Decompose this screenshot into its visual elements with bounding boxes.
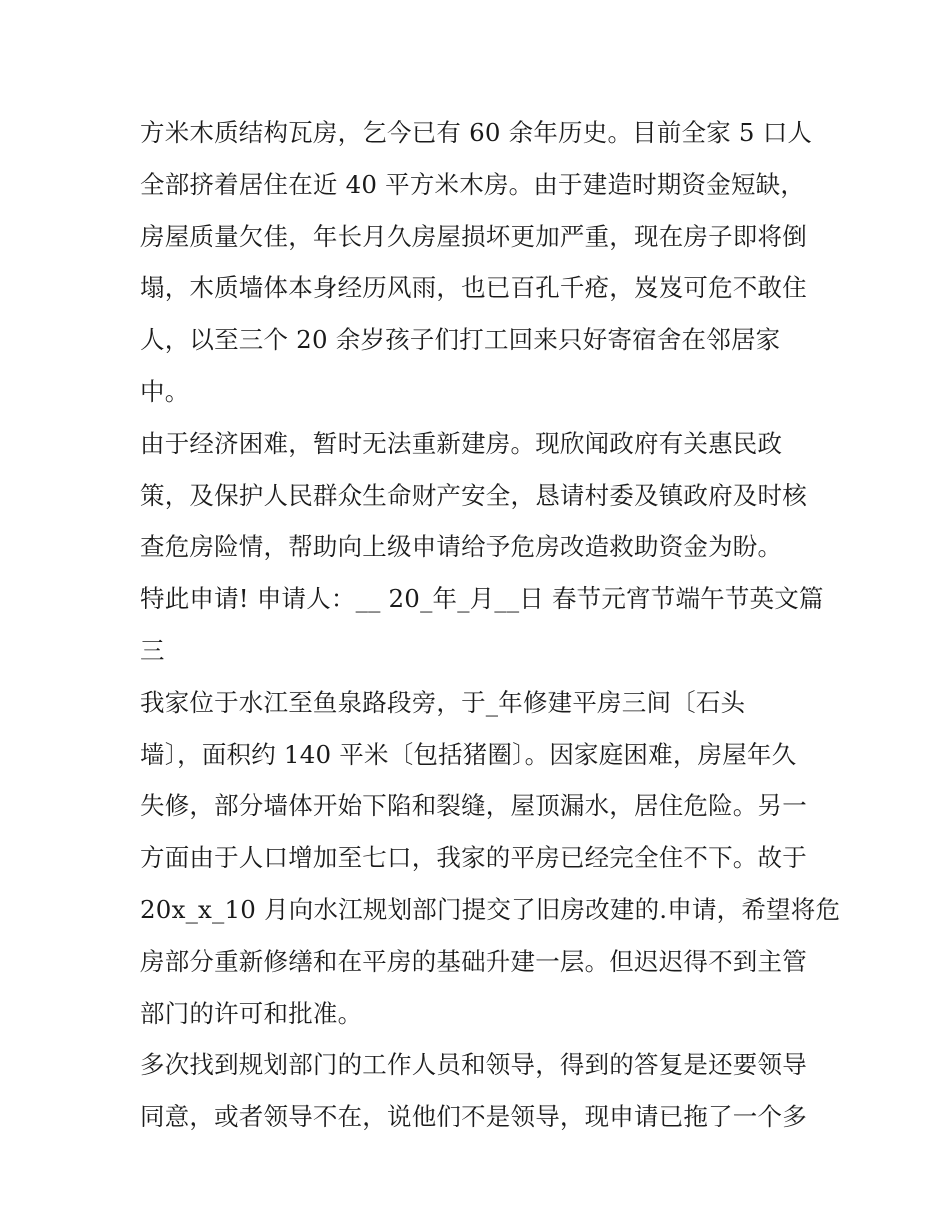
text-line: 中。 [140,376,190,406]
text-line: 查危房险情，帮助向上级申请给予危房改造救助资金为盼。 [140,532,783,562]
text-line: 三 [140,635,165,665]
text-line: 我家位于水江至鱼泉路段旁，于_年修建平房三间〔石头 [140,687,746,717]
text-line: 部门的许可和批准。 [140,998,363,1028]
text-line: 多次找到规划部门的工作人员和领导，得到的答复是还要领导 [140,1050,807,1080]
text-line: 特此申请! 申请人：__ 20_年_月__日 春节元宵节端午节英文篇 [140,584,824,614]
text-line: 全部挤着居住在近 40 平方米木房。由于建造时期资金短缺， [140,169,806,199]
text-line: 失修，部分墙体开始下陷和裂缝，屋顶漏水，居住危险。另一 [140,791,807,821]
text-line: 方米木质结构瓦房，乞今已有 60 余年历史。目前全家 5 口人 [140,118,813,147]
text-line: 房部分重新修缮和在平房的基础升建一层。但迟迟得不到主管 [140,946,807,976]
text-line: 房屋质量欠佳，年长月久房屋损坏更加严重，现在房子即将倒 [140,221,807,251]
text-line: 20x_x_10 月向水江规划部门提交了旧房改建的.申请，希望将危 [140,894,841,924]
text-line: 由于经济困难，暂时无法重新建房。现欣闻政府有关惠民政 [140,428,783,458]
text-line: 人，以至三个 20 余岁孩子们打工回来只好寄宿舍在邻居家 [140,325,781,355]
text-line: 方面由于人口增加至七口，我家的平房已经完全住不下。故于 [140,843,807,873]
text-line: 同意，或者领导不在，说他们不是领导，现申请已拖了一个多 [140,1102,807,1132]
text-line: 塌，木质墙体本身经历风雨，也已百孔千疮，岌岌可危不敢住 [140,273,807,303]
document-body [140,107,841,1143]
text-line: 策，及保护人民群众生命财产安全，恳请村委及镇政府及时核 [140,480,807,510]
text-line: 墙〕，面积约 140 平米〔包括猪圈〕。因家庭困难，房屋年久 [140,739,797,769]
